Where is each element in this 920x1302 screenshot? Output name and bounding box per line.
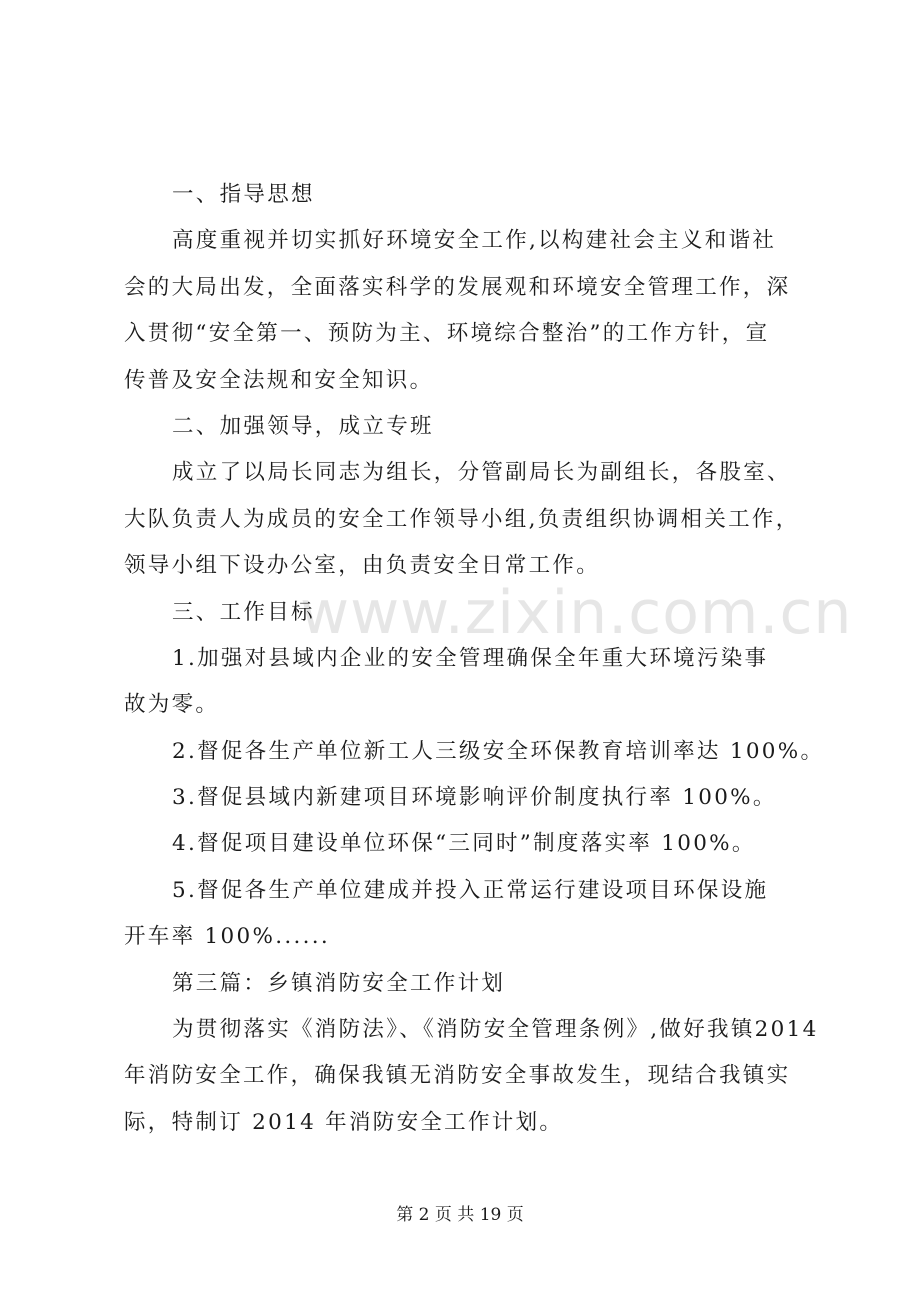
- paragraph-line: 年消防安全工作，确保我镇无消防安全事故发生，现结合我镇实: [124, 1063, 791, 1089]
- page-number-footer: 第 2 页 共 19 页: [396, 1205, 524, 1225]
- paragraph-line: 大队负责人为成员的安全工作领导小组,负责组织协调相关工作，: [124, 506, 800, 532]
- paragraph-line: 传普及安全法规和安全知识。: [124, 367, 434, 393]
- heading-guiding-thought: 一、指导思想: [172, 182, 315, 207]
- list-item-5: 5.督促各生产单位建成并投入正常运行建设项目环保设施: [172, 877, 769, 903]
- heading-work-goals: 三、工作目标: [172, 599, 315, 625]
- document-body: [124, 172, 824, 1146]
- watermark: www.zixin.com.cn: [300, 578, 853, 648]
- list-item-3: 3.督促县域内新建项目环境影响评价制度执行率 100%。: [172, 785, 777, 811]
- paragraph-line: 为贯彻落实《消防法》、《消防安全管理条例》,做好我镇2014: [172, 1017, 819, 1043]
- heading-leadership: 二、加强领导，成立专班: [172, 413, 434, 439]
- list-item-5-cont: 开车率 100%......: [124, 924, 331, 950]
- list-item-4: 4.督促项目建设单位环保“三同时”制度落实率 100%。: [172, 831, 756, 857]
- paragraph-line: 成立了以局长同志为组长，分管副局长为副组长，各股室、: [172, 460, 791, 486]
- list-item-1: 1.加强对县域内企业的安全管理确保全年重大环境污染事: [172, 645, 769, 671]
- paragraph-line: 高度重视并切实抓好环境安全工作,以构建社会主义和谐社: [172, 228, 777, 254]
- paragraph-line: 入贯彻“安全第一、预防为主、环境综合整治”的工作方针，宣: [124, 321, 770, 347]
- paragraph-line: 会的大局出发，全面落实科学的发展观和环境安全管理工作，深: [124, 274, 791, 300]
- list-item-2: 2.督促各生产单位新工人三级安全环保教育培训率达 100%。: [172, 738, 825, 764]
- paragraph-line: 际，特制订 2014 年消防安全工作计划。: [124, 1109, 564, 1135]
- list-item-1-cont: 故为零。: [124, 692, 220, 718]
- paragraph-line: 领导小组下设办公室，由负责安全日常工作。: [124, 553, 601, 579]
- section-title-third: 第三篇：乡镇消防安全工作计划: [172, 970, 506, 996]
